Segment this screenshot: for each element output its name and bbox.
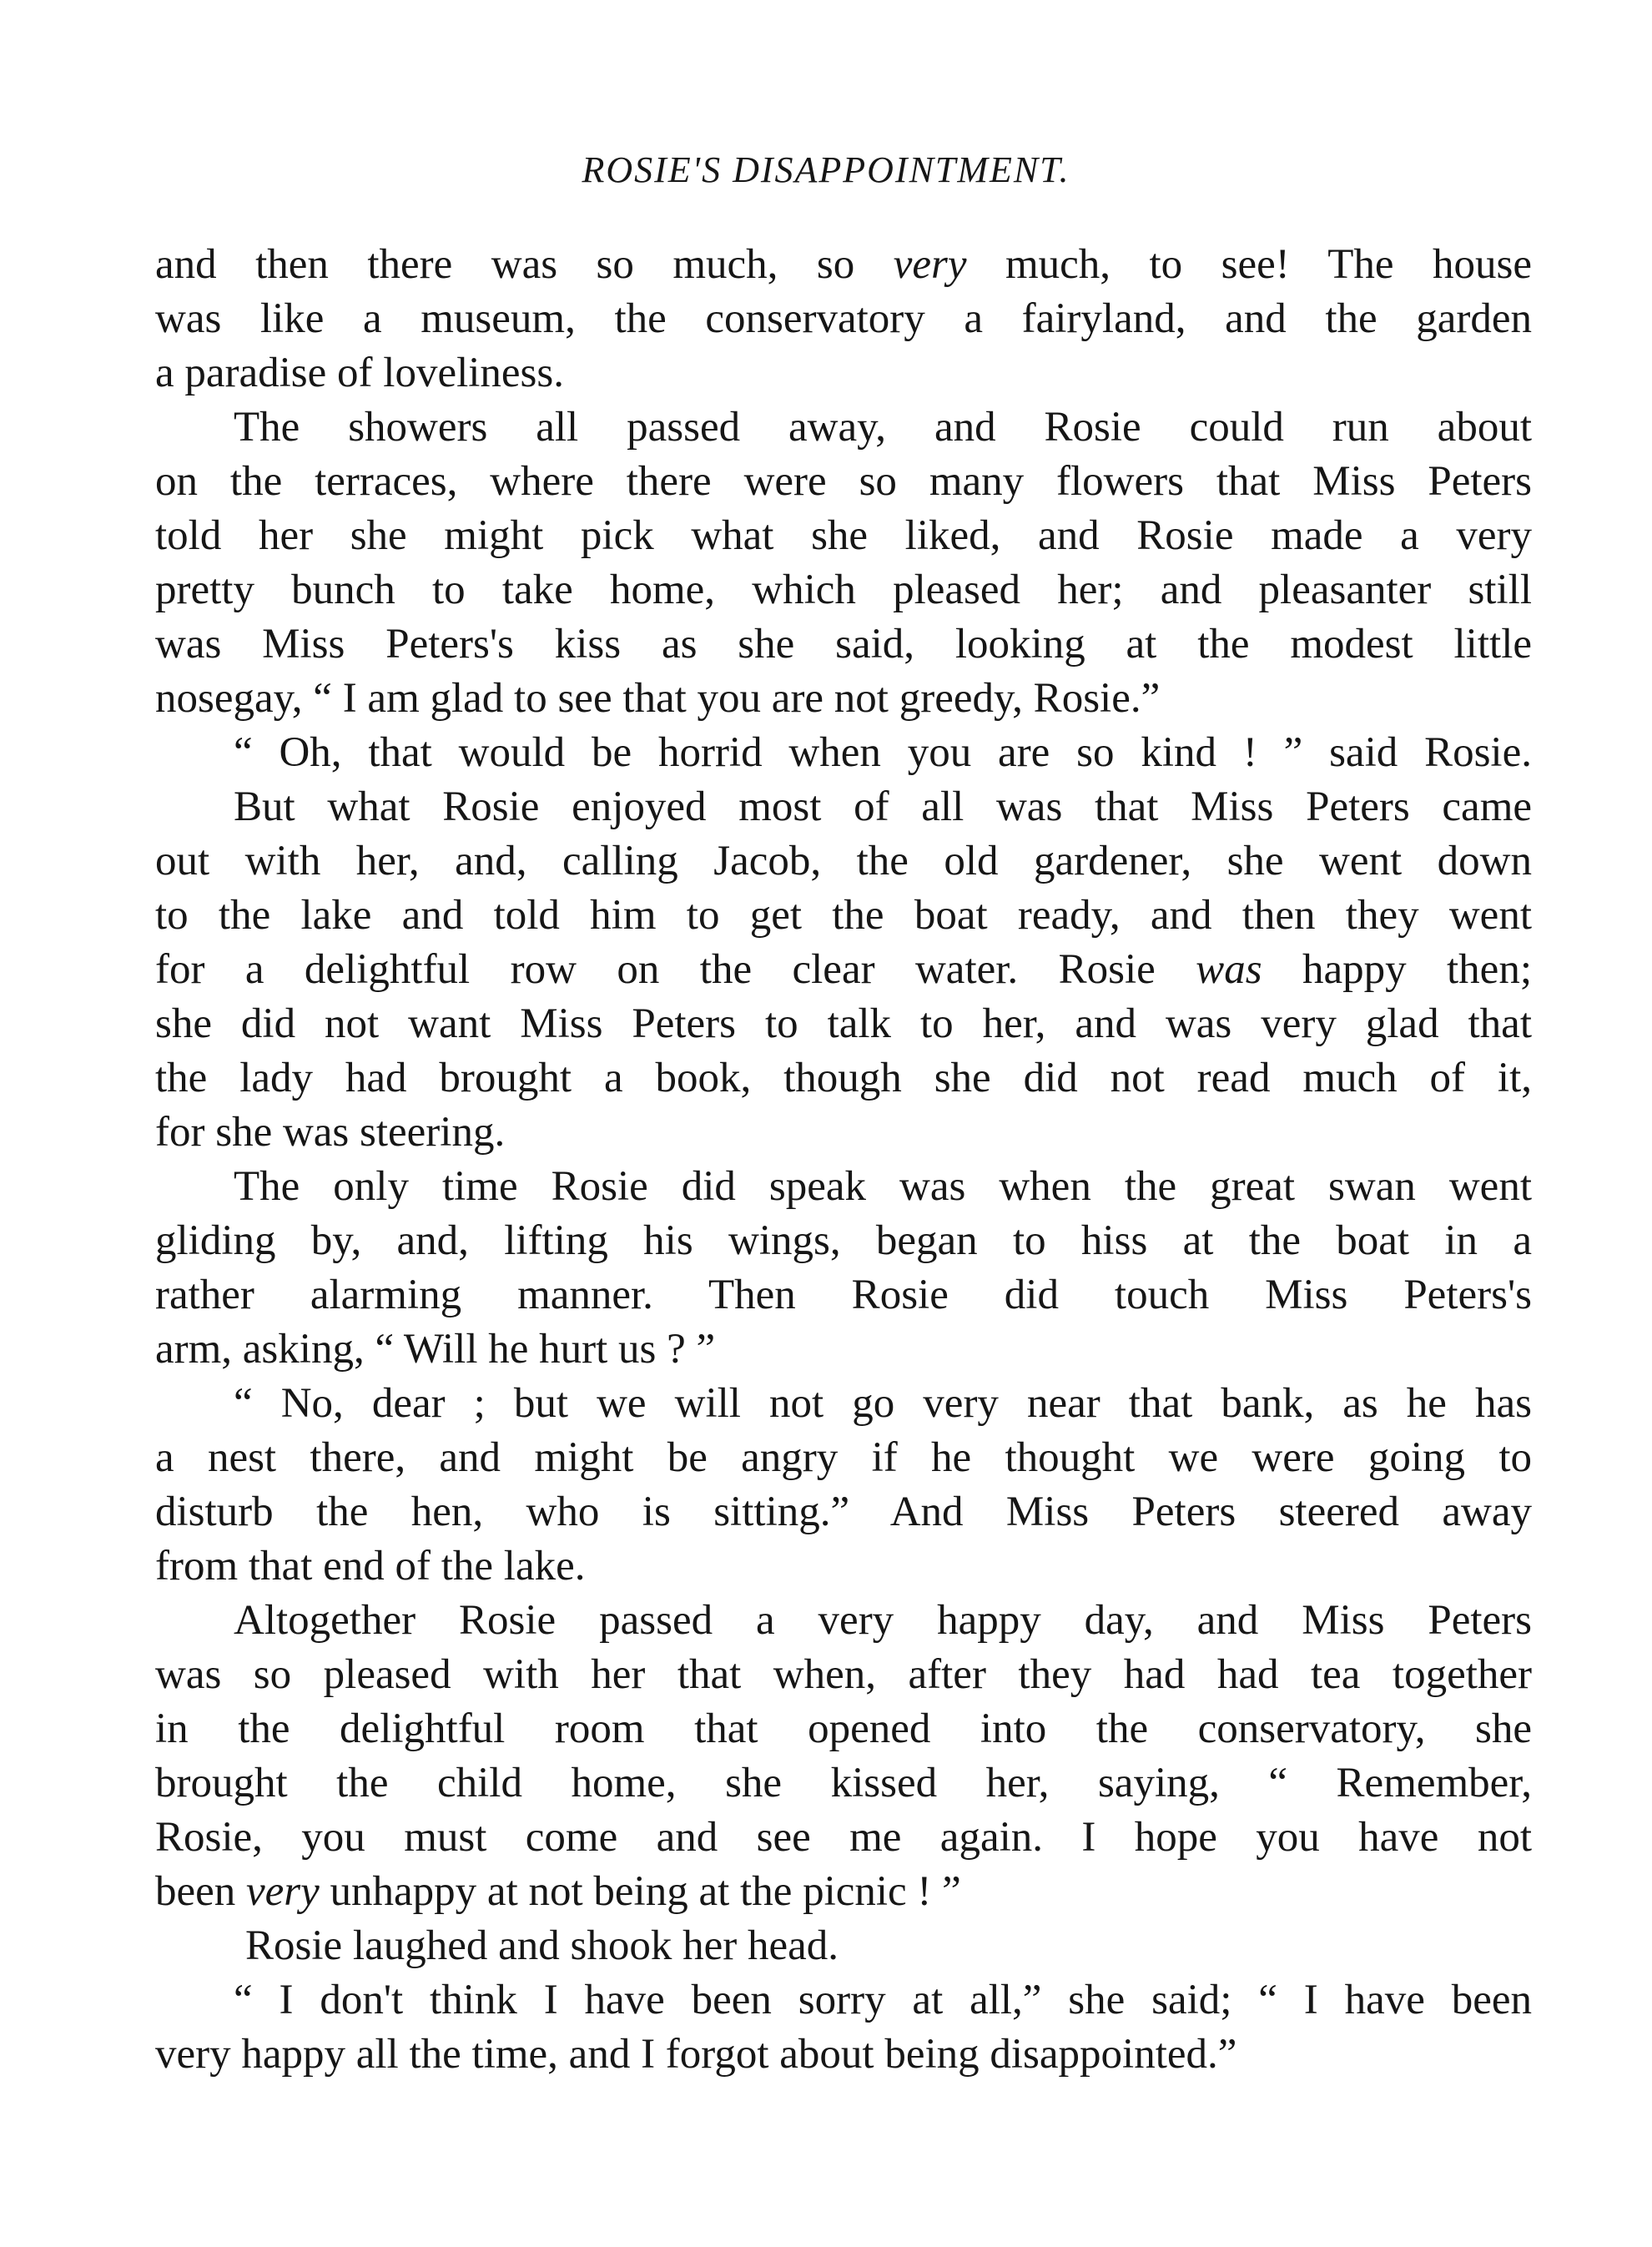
- text-line: brought the child home, she kissed her, saying, “ Remember,: [155, 1760, 1532, 1806]
- text-line: the lady had brought a book, though she did not read much of it,: [155, 1055, 1532, 1101]
- text-line: a nest there, and might be angry if he thought we were going to: [155, 1434, 1532, 1481]
- text-line: for a delightful row on the clear water. Rosie was happy then;: [155, 946, 1532, 993]
- text-line: a paradise of loveliness.: [155, 350, 565, 396]
- text-line: told her she might pick what she liked, and Rosie made a very: [155, 512, 1532, 559]
- running-head: ROSIE'S DISAPPOINTMENT.: [582, 149, 1070, 190]
- text-line: The showers all passed away, and Rosie could run about: [234, 404, 1532, 451]
- text-line: from that end of the lake.: [155, 1543, 586, 1590]
- text-line: The only time Rosie did speak was when the great swan went: [234, 1163, 1532, 1210]
- text-line: on the terraces, where there were so many flowers that Miss Peters: [155, 458, 1532, 505]
- text-line: gliding by, and, lifting his wings, began to hiss at the boat in a: [155, 1217, 1532, 1264]
- text-line: disturb the hen, who is sitting.” And Miss Peters steered away: [155, 1489, 1532, 1535]
- text-line: was Miss Peters's kiss as she said, looking at the modest little: [155, 621, 1532, 668]
- text-line: very happy all the time, and I forgot about being disappointed.”: [155, 2031, 1237, 2078]
- text-line: she did not want Miss Peters to talk to her, and was very glad that: [155, 1000, 1532, 1047]
- text-line: been very unhappy at not being at the picnic ! ”: [155, 1868, 961, 1915]
- body-text: [155, 238, 1532, 2082]
- text-line: and then there was so much, so very much, to see! The house: [155, 241, 1533, 288]
- text-line: to the lake and told him to get the boat ready, and then they went: [155, 892, 1532, 939]
- text-line: out with her, and, calling Jacob, the old gardener, she went down: [155, 838, 1532, 884]
- text-line: rather alarming manner. Then Rosie did touch Miss Peters's: [155, 1272, 1532, 1318]
- text-line: “ Oh, that would be horrid when you are so kind ! ” said Rosie.: [234, 729, 1532, 776]
- text-line: nosegay, “ I am glad to see that you are not greedy, Rosie.”: [155, 675, 1161, 722]
- text-line: “ No, dear ; but we will not go very near that bank, as he has: [234, 1380, 1532, 1427]
- text-line: was like a museum, the conservatory a fairyland, and the garden: [155, 295, 1532, 342]
- text-line: Rosie, you must come and see me again. I hope you have not: [155, 1814, 1532, 1861]
- text-line: pretty bunch to take home, which pleased her; and pleasanter still: [155, 567, 1532, 613]
- text-line: Rosie laughed and shook her head.: [245, 1922, 839, 1969]
- text-line: “ I don't think I have been sorry at all,” she said; “ I have been: [234, 1977, 1532, 2023]
- text-line: But what Rosie enjoyed most of all was that Miss Peters came: [234, 783, 1532, 830]
- text-line: for she was steering.: [155, 1109, 506, 1156]
- text-line: in the delightful room that opened into the conservatory, she: [155, 1705, 1532, 1752]
- text-line: was so pleased with her that when, after they had had tea together: [155, 1651, 1532, 1698]
- text-line: Altogether Rosie passed a very happy day, and Miss Peters: [234, 1597, 1532, 1644]
- text-line: arm, asking, “ Will he hurt us ? ”: [155, 1326, 716, 1373]
